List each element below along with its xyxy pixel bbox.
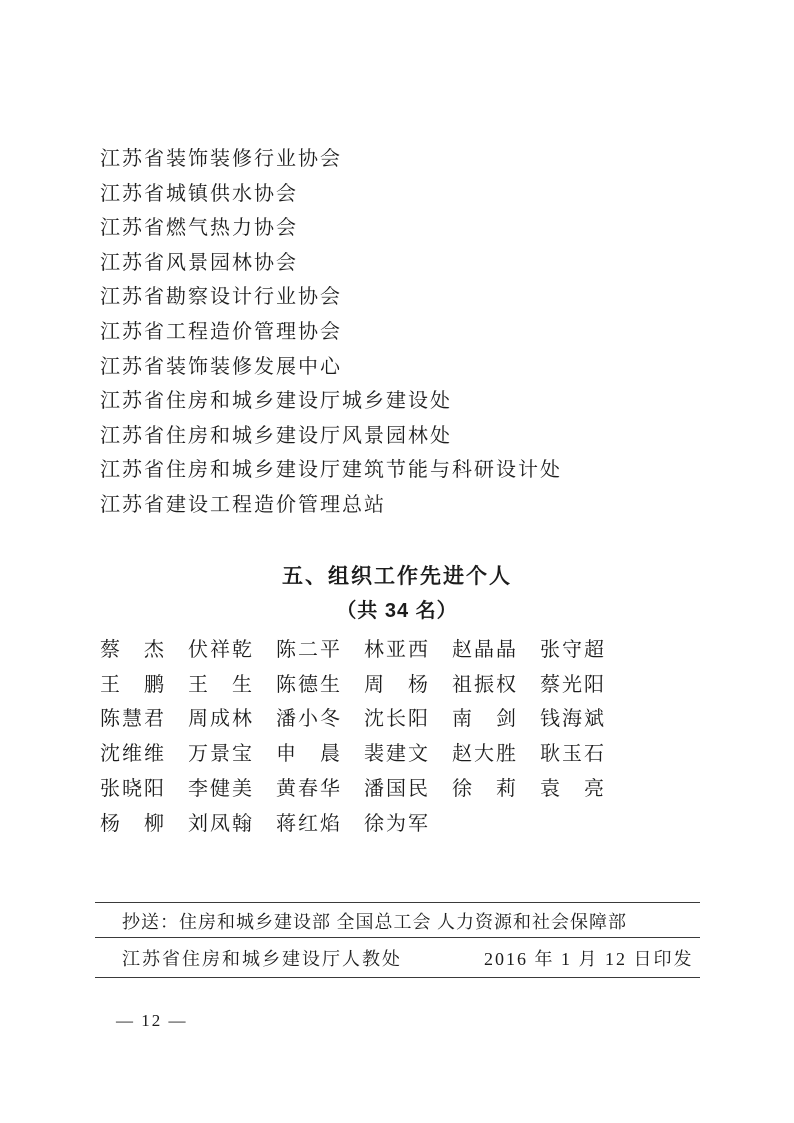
person-name: 李健美	[188, 778, 254, 801]
cc-distribution-line: 抄送：住房和城乡建设部 全国总工会 人力资源和社会保障部	[122, 912, 627, 932]
person-name: 袁 亮	[540, 778, 606, 801]
person-name: 徐 莉	[452, 778, 518, 801]
org-list-item: 江苏省住房和城乡建设厅城乡建设处	[100, 390, 452, 413]
person-name: 蔡 杰	[100, 638, 166, 661]
person-name: 陈二平	[276, 638, 342, 661]
person-name: 刘凤翰	[188, 812, 254, 835]
person-name: 钱海斌	[540, 708, 606, 731]
org-list-item: 江苏省住房和城乡建设厅建筑节能与科研设计处	[100, 459, 562, 482]
awardee-name-list	[100, 630, 606, 839]
person-name: 陈慧君	[100, 708, 166, 731]
person-name: 沈长阳	[364, 708, 430, 731]
org-list-item: 江苏省燃气热力协会	[100, 217, 298, 240]
org-list-item: 江苏省装饰装修行业协会	[100, 148, 342, 170]
person-name: 蔡光阳	[540, 673, 606, 696]
page-number: — 12 —	[116, 1011, 188, 1030]
person-name: 万景宝	[188, 743, 254, 766]
name-row	[100, 769, 606, 804]
person-name: 张晓阳	[100, 778, 166, 801]
person-name: 张守超	[540, 638, 606, 661]
person-name: 陈德生	[276, 673, 342, 696]
person-name: 裴建文	[364, 743, 430, 766]
person-name: 王 鹏	[100, 673, 166, 696]
person-name: 周 杨	[364, 673, 430, 696]
person-name: 黄春华	[276, 778, 342, 801]
print-date: 2016 年 1 月 12 日印发	[484, 949, 694, 969]
person-name: 徐为军	[364, 812, 430, 835]
section-heading: 五、组织工作先进个人	[282, 565, 512, 588]
org-list-item: 江苏省建设工程造价管理总站	[100, 493, 386, 516]
name-row	[100, 665, 606, 700]
person-name: 祖振权	[452, 673, 518, 696]
name-row	[100, 804, 606, 839]
name-row	[100, 734, 606, 769]
org-list-item: 江苏省城镇供水协会	[100, 182, 298, 205]
org-list-item: 江苏省风景园林协会	[100, 251, 298, 274]
person-name: 南 剑	[452, 708, 518, 731]
person-name: 潘国民	[364, 778, 430, 801]
org-list-item: 江苏省住房和城乡建设厅风景园林处	[100, 424, 452, 447]
organization-list	[100, 142, 562, 523]
footer-bottom-rule	[95, 977, 700, 978]
person-name: 王 生	[188, 673, 254, 696]
name-row	[100, 630, 606, 665]
person-name: 潘小冬	[276, 708, 342, 731]
footer-top-rule	[95, 902, 700, 903]
person-name: 赵晶晶	[452, 638, 518, 661]
person-name: 申 晨	[276, 743, 342, 766]
org-list-item: 江苏省工程造价管理协会	[100, 320, 342, 343]
person-name: 耿玉石	[540, 743, 606, 766]
person-name: 赵大胜	[452, 743, 518, 766]
org-list-item: 江苏省装饰装修发展中心	[100, 355, 342, 378]
person-name: 沈维维	[100, 743, 166, 766]
person-name: 林亚西	[364, 638, 430, 661]
name-row	[100, 700, 606, 735]
person-name: 周成林	[188, 708, 254, 731]
person-name: 蒋红焰	[276, 812, 342, 835]
person-name: 伏祥乾	[188, 638, 254, 661]
issuing-office: 江苏省住房和城乡建设厅人教处	[122, 949, 402, 969]
person-name: 杨 柳	[100, 812, 166, 835]
org-list-item: 江苏省勘察设计行业协会	[100, 286, 342, 309]
section-count-subtitle: （共 34 名）	[336, 600, 458, 622]
footer-middle-rule	[95, 937, 700, 938]
